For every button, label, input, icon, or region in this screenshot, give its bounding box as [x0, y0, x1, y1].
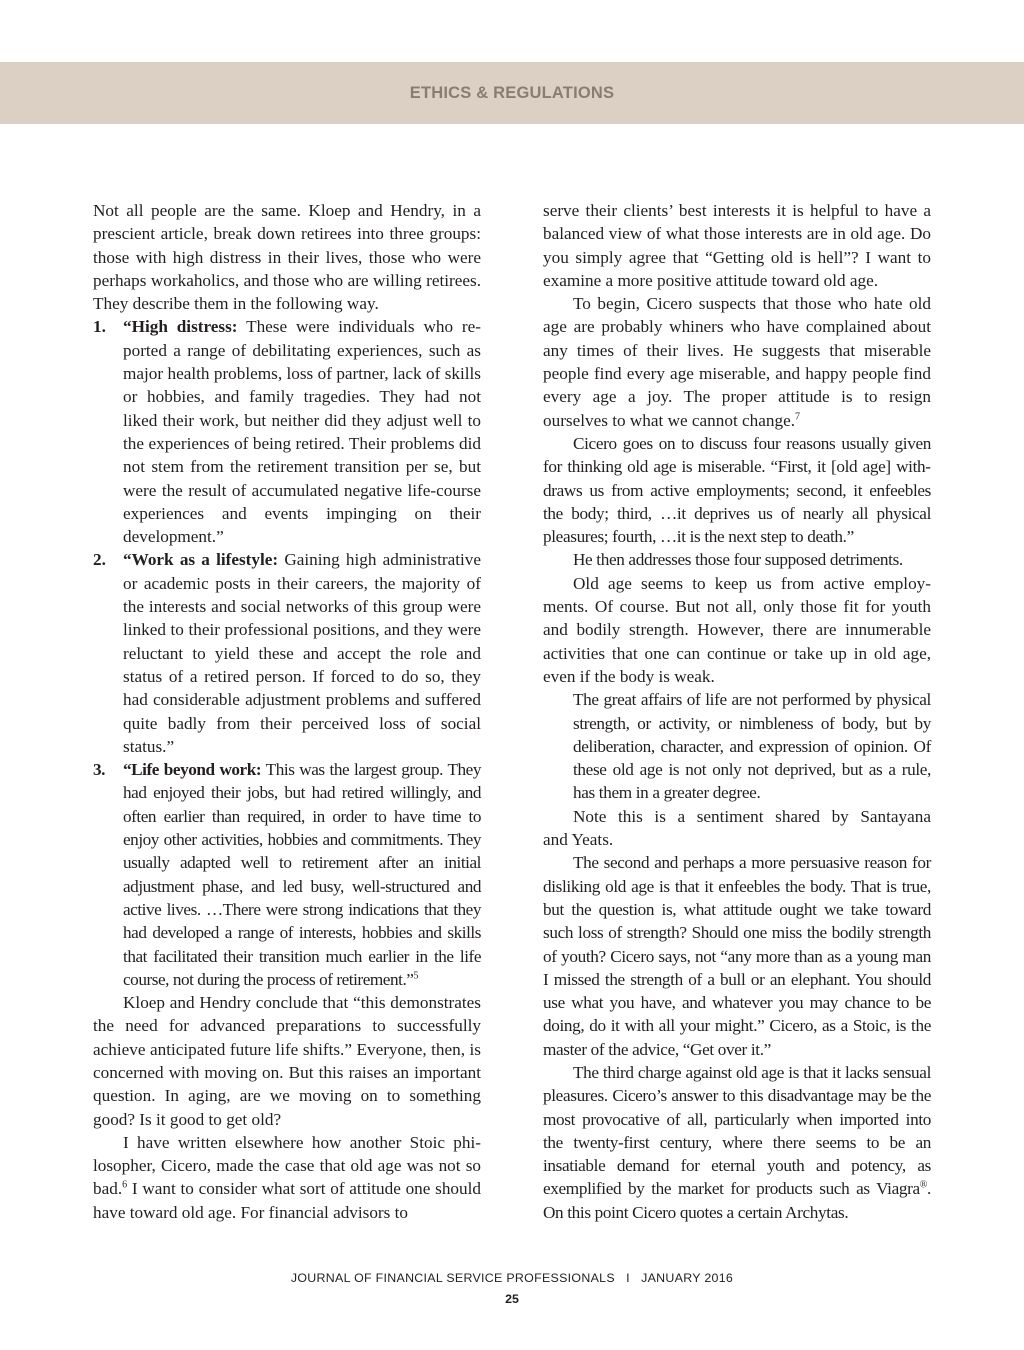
paragraph-kloep-conclusion: Kloep and Hendry conclude that “this demonstrates the need for advanced preparations to successfully achieve anticipated future life shifts.” Everyone, then, is concerned with moving on. But this raises an important question. In aging, are we moving on to something good? Is it good to get old?	[93, 993, 481, 1129]
paragraph-text: I want to consider what sort of attitude one should have toward old age. For financial advisors to	[93, 1179, 481, 1222]
list-item-text: These were individuals who reported a range of debilitating experiences, such as major health problems, loss of partner, lack of skills or hobbies, and family tragedies. They had not liked their work, but neither did they adjust well to the experiences of being retired. Their problems did not stem from the retirement transition per se, but were the result of accumulated negative life-course experiences and events impinging on their development.”	[123, 317, 481, 547]
journal-footer	[0, 1271, 1024, 1285]
list-item-title: “Life beyond work:	[123, 760, 262, 780]
section-title: ETHICS & REGULATIONS	[409, 83, 615, 102]
paragraph-four-reasons: Cicero goes on to discuss four reasons usually given for thinking old age is miserable. “First, it [old age] withdraws us from active employments; second, it enfeebles the body; third, …it deprives us of nearly all physical pleasures; fourth, …it is the next step to death.”	[543, 433, 931, 547]
right-column	[543, 199, 931, 1224]
list-item-work-lifestyle	[93, 548, 481, 758]
paragraph-cicero-intro	[93, 1131, 481, 1224]
paragraph-yeats: and Yeats.	[543, 830, 614, 850]
quote-text: The great affairs of life are not performed by physical strength, or activity, or nimbleness of body, but by deliberation, character, and expression of opinion. Of these old age is not only not deprived, but as a rule, has them in a greater degree.	[573, 690, 931, 803]
paragraph-detriments: He then addresses those four supposed detriments.	[573, 550, 903, 570]
paragraph-text: To begin, Cicero suspects that those who hate old age are probably whiners who have complained about any times of their lives. He suggests that miserable people find every age miserable, and happy people find every age a joy. The proper attitude is to resign ourselves to what we cannot change.	[543, 294, 931, 430]
list-item-title: “Work as a lifestyle:	[123, 550, 279, 570]
block-quote	[543, 688, 931, 828]
paragraph-active-employments: Old age seems to keep us from active employments. Of course. But not all, only those fit for youth and bodily strength. However, there are innumerable activities that one can continue or take up in old age, even if the body is weak.	[543, 573, 931, 686]
paragraph-text: The third charge against old age is that it lacks sensual pleasures. Cicero’s answer to this disadvantage may be the most provocative of all, particularly when imported into the twenty-first century, where there seems to be an insatiable demand for eternal youth and potency, as exemplified by the market for products such as Viagra	[543, 1062, 931, 1199]
list-item-life-beyond-work	[93, 758, 481, 991]
page-number: 25	[505, 1292, 519, 1306]
paragraph-sensual-pleasures	[543, 1061, 931, 1224]
list-number: 3.	[93, 760, 105, 780]
footnote-marker: 7	[795, 410, 800, 422]
list-item-title: “High distress:	[123, 317, 238, 337]
paragraph-serve-clients: serve their clients’ best interests it is helpful to have a balanced view of what those interests are in old age. Do you simply agree that “Getting old is hell”? I want to examine a more positive attitude toward old age.	[543, 201, 931, 290]
list-number: 2.	[93, 550, 106, 570]
list-item-text: This was the largest group. They had enjoyed their jobs, but had retired willingly, and often earlier than required, in order to have time to enjoy other activities, hobbies and commitments. They usually adapted well to retirement after an initial adjustment phase, and led busy, well-structured and active lives. …There were strong indications that they had developed a range of interests, hobbies and skills that facilitated their transition much earlier in the life course, not during the process of retirement.”	[123, 760, 482, 989]
list-number: 1.	[93, 317, 106, 337]
list-item-text: Gaining high administrative or academic posts in their careers, the majority of the interests and social networks of this group were linked to their professional positions, and they were reluctant to yield these and accept the role and status of a retired person. If forced to do so, they had considerable adjustment problems and suffered quite badly from their perceived loss of social status.”	[123, 550, 481, 756]
paragraph-text: I have written elsewhere how another Stoic philosopher, Cicero, made the case that old age was not so bad.	[93, 1132, 481, 1199]
paragraph-to-begin	[543, 292, 931, 432]
footnote-marker: 6	[122, 1179, 128, 1191]
left-column	[93, 199, 481, 1224]
journal-name: JOURNAL OF FINANCIAL SERVICE PROFESSIONALS I JANUARY 2016	[290, 1271, 734, 1285]
paragraph-text: . On this point Cicero quotes a certain Archytas.	[543, 1179, 931, 1222]
quote-note: Note this is a sentiment shared by Santayana	[573, 806, 931, 826]
registered-mark: ®	[919, 1179, 928, 1191]
intro-paragraph: Not all people are the same. Kloep and Hendry, in a prescient article, break down retirees into three groups: those with high distress in their lives, those who were perhaps workaholics, and those who are willing retirees. They describe them in the following way.	[93, 201, 481, 314]
section-banner	[0, 62, 1024, 124]
paragraph-enfeebles-body: The second and perhaps a more persuasive reason for disliking old age is that it enfeebles the body. That is true, but the question is, what attitude ought we take toward such loss of strength? Should one miss the bodily strength of youth? Cicero says, not “any more than as a young man I missed the strength of a bull or an elephant. You should use what you have, and whatever you may chance to be doing, do it with all your might.” Cicero, as a Stoic, is the master of the advice, “Get over it.”	[543, 853, 931, 1059]
list-item-high-distress	[93, 315, 481, 548]
footnote-marker: 5	[413, 970, 419, 982]
